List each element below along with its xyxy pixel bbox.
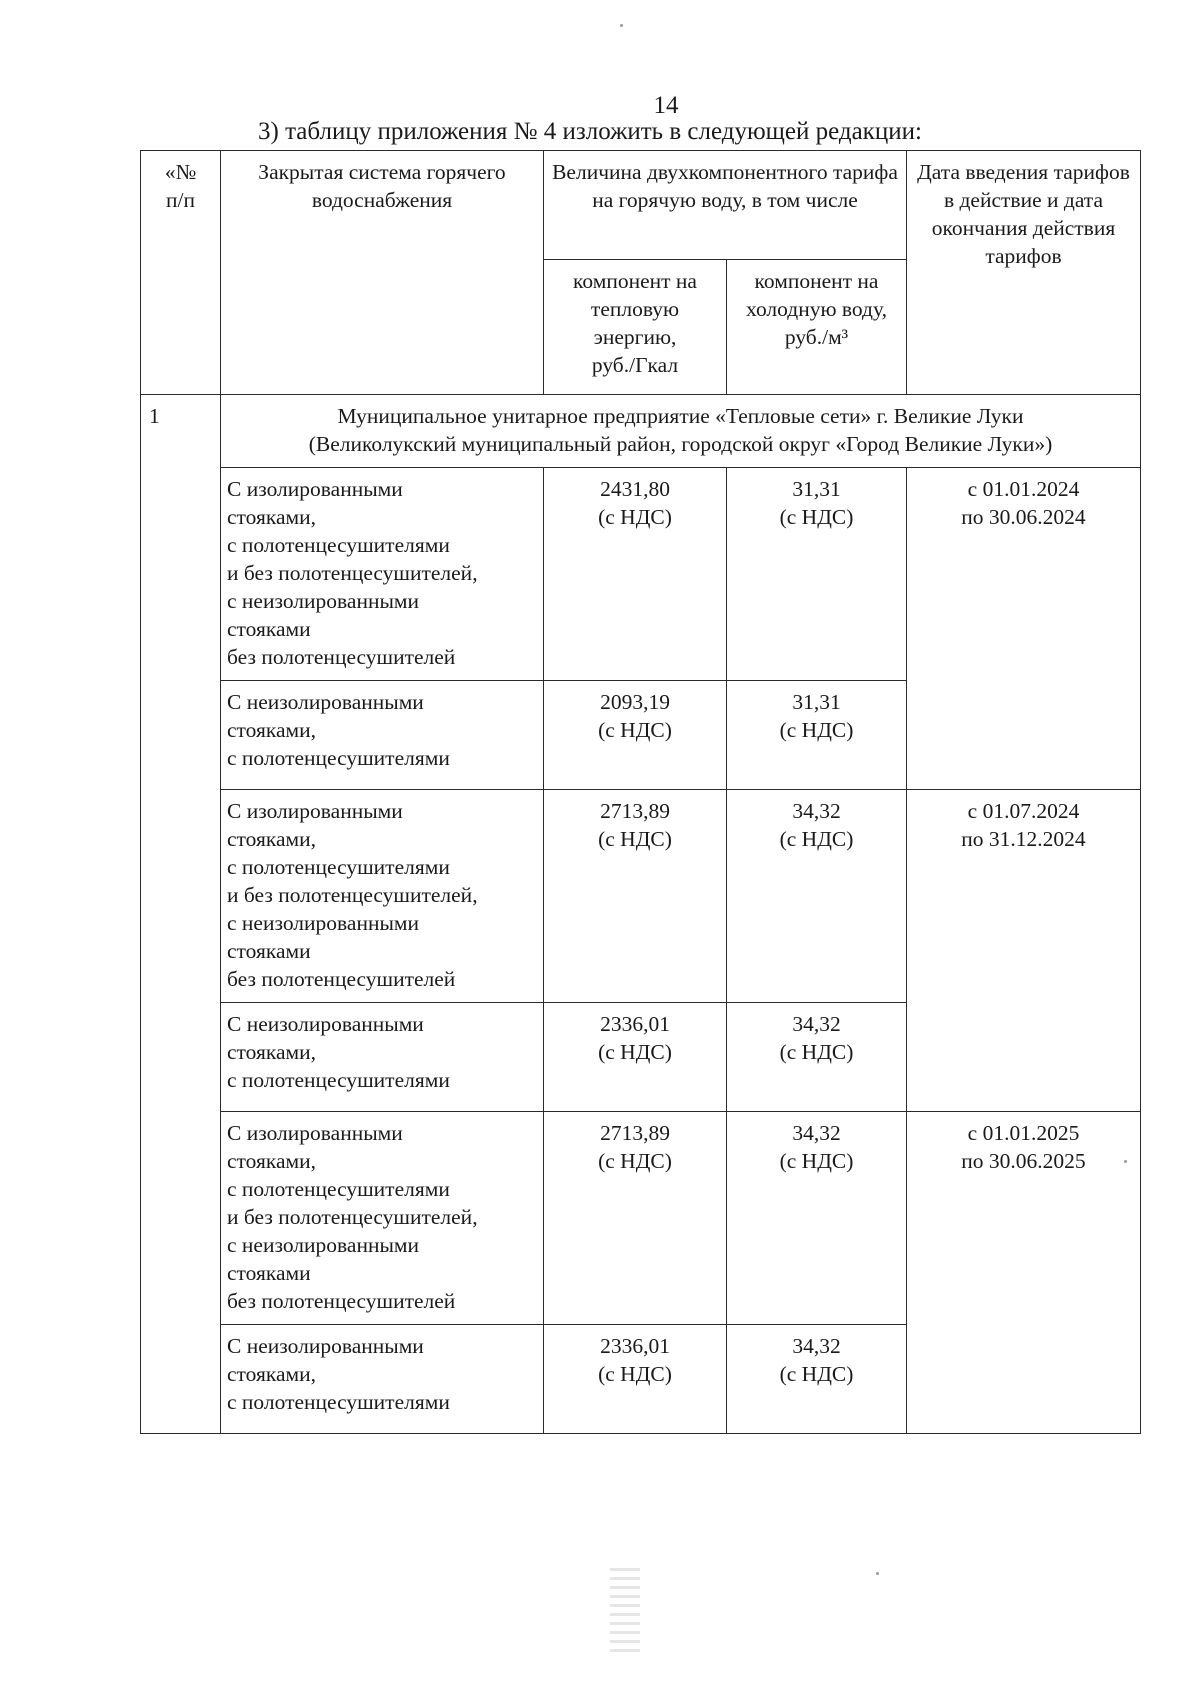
table-row: [141, 1111, 1141, 1324]
heat-component-value: 2713,89 (с НДС): [544, 789, 727, 1002]
table-body: [141, 395, 1141, 1434]
tariff-period-dates: с 01.01.2025 по 30.06.2025: [907, 1111, 1141, 1433]
system-description: С изолированными стояками, с полотенцесушителями и без полотенцесушителей, с неизолированными стояками без полотенцесушителей: [221, 1111, 544, 1324]
heat-component-value: 2431,80 (с НДС): [544, 467, 727, 680]
page-number: 14: [653, 92, 679, 119]
organization-name: Муниципальное унитарное предприятие «Тепловые сети» г. Великие Луки (Великолукский муниципальный район, городской округ «Город Великие Луки»): [221, 395, 1141, 468]
cold-component-value: 34,32 (с НДС): [727, 789, 907, 1002]
tariff-period-dates: с 01.07.2024 по 31.12.2024: [907, 789, 1141, 1111]
scan-artifact: [610, 1568, 640, 1654]
heat-component-value: 2093,19 (с НДС): [544, 680, 727, 789]
system-description: С неизолированными стояками, с полотенцесушителями: [221, 680, 544, 789]
header-number: «№ п/п: [141, 151, 221, 395]
system-description: С неизолированными стояками, с полотенцесушителями: [221, 1002, 544, 1111]
header-row: [141, 151, 1141, 260]
row-number: 1: [141, 395, 221, 1434]
header-dates: Дата введения тарифов в действие и дата окончания действия тарифов: [907, 151, 1141, 395]
header-cold-component: компонент на холодную воду, руб./м³: [727, 260, 907, 395]
header-tariff: Величина двухкомпонентного тарифа на горячую воду, в том числе: [544, 151, 907, 260]
intro-text: 3) таблицу приложения № 4 изложить в следующей редакции:: [258, 118, 922, 145]
cold-component-value: 34,32 (с НДС): [727, 1002, 907, 1111]
header-system: Закрытая система горячего водоснабжения: [221, 151, 544, 395]
system-description: С неизолированными стояками, с полотенцесушителями: [221, 1324, 544, 1433]
scan-speck: [1124, 1160, 1127, 1163]
table-row: [141, 789, 1141, 1002]
cold-component-value: 31,31 (с НДС): [727, 680, 907, 789]
heat-component-value: 2336,01 (с НДС): [544, 1002, 727, 1111]
system-description: С изолированными стояками, с полотенцесушителями и без полотенцесушителей, с неизолированными стояками без полотенцесушителей: [221, 467, 544, 680]
scan-speck: [876, 1572, 879, 1575]
cold-component-value: 34,32 (с НДС): [727, 1111, 907, 1324]
scan-speck: [620, 24, 623, 27]
heat-component-value: 2336,01 (с НДС): [544, 1324, 727, 1433]
header-heat-component: компонент на тепловую энергию, руб./Гкал: [544, 260, 727, 395]
cold-component-value: 31,31 (с НДС): [727, 467, 907, 680]
system-description: С изолированными стояками, с полотенцесушителями и без полотенцесушителей, с неизолированными стояками без полотенцесушителей: [221, 789, 544, 1002]
tariff-period-dates: с 01.01.2024 по 30.06.2024: [907, 467, 1141, 789]
table-row: [141, 467, 1141, 680]
organization-row: [141, 395, 1141, 468]
heat-component-value: 2713,89 (с НДС): [544, 1111, 727, 1324]
cold-component-value: 34,32 (с НДС): [727, 1324, 907, 1433]
tariff-table: [140, 150, 1141, 1434]
